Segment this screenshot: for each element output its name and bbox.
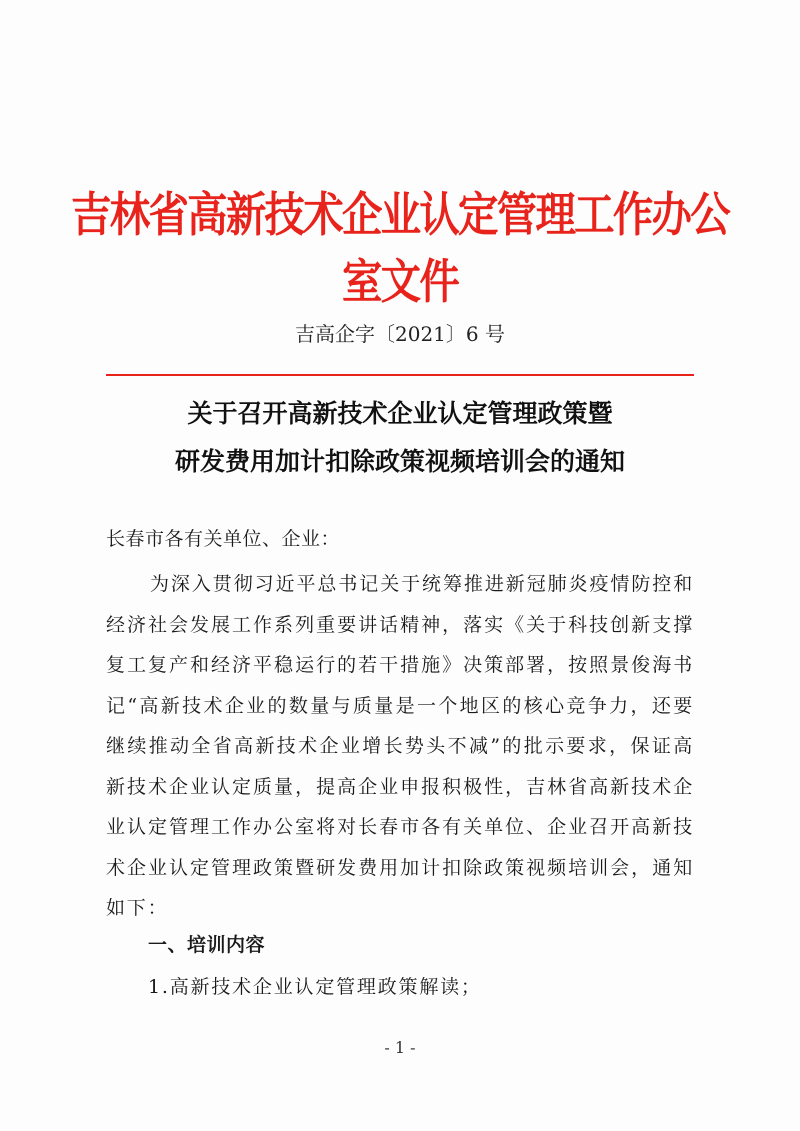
section-heading-training-content: 一、培训内容 xyxy=(148,934,266,956)
page-number: - 1 - xyxy=(384,1038,416,1057)
list-item: 1.高新技术企业认定管理政策解读； xyxy=(148,976,482,998)
salutation: 长春市各有关单位、企业： xyxy=(106,528,341,550)
body-paragraph: 为深入贯彻习近平总书记关于统筹推进新冠肺炎疫情防控和经济社会发展工作系列重要讲话精神，落实《关于科技创新支撑复工复产和经济平稳运行的若干措施》决策部署，按照景俊海书记“高新技术企业的数量与质量是一个地区的核心竞争力，还要继续推动全省高新技术企业增长势头不减”的批示要求，保证高新技术企业认定质量，提高企业申报积极性，吉林省高新技术企业认定管理工作办公室将对长春市各有关单位、企业召开高新技术企业认定管理政策暨研发费用加计扣除政策视频培训会，通知如下： xyxy=(106,573,694,919)
red-divider-line xyxy=(106,374,694,376)
document-number: 吉高企字〔2021〕6 号 xyxy=(295,322,505,346)
document-title-line-1: 关于召开高新技术企业认定管理政策暨 xyxy=(187,399,613,428)
issuing-authority-header: 吉林省高新技术企业认定管理工作办公室文件 xyxy=(71,188,729,310)
document-title-line-2: 研发费用加计扣除政策视频培训会的通知 xyxy=(174,447,625,476)
